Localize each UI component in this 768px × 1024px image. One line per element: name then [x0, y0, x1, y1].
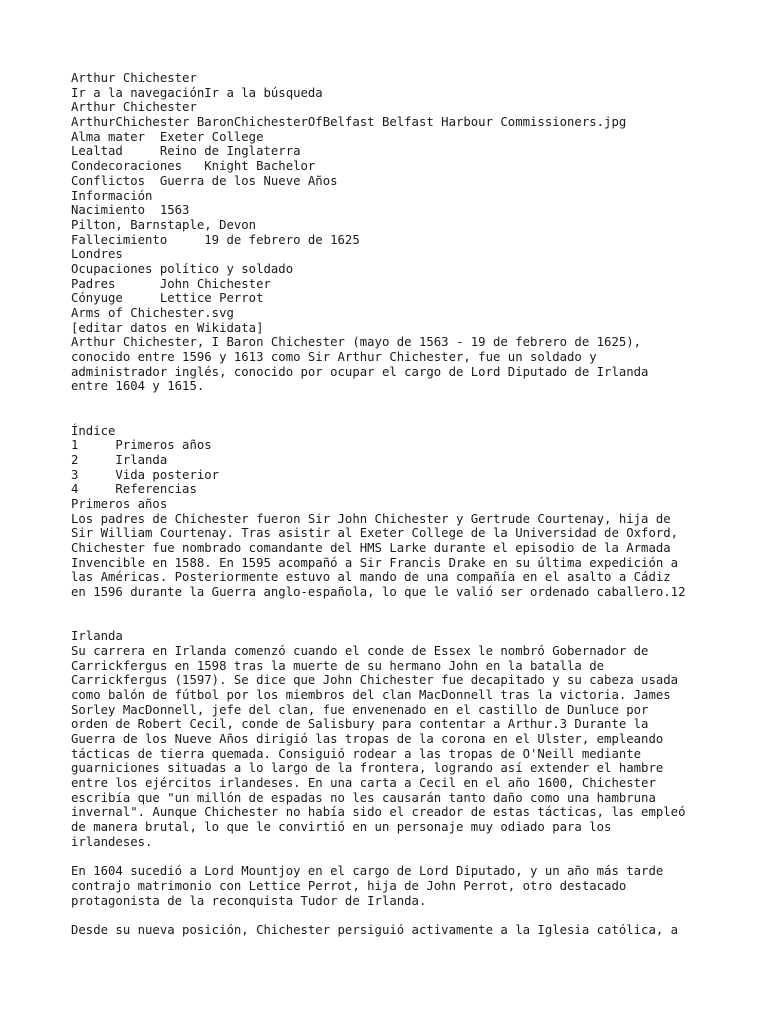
- text-line: invernal". Aunque Chichester no había sido el creador de estas tácticas, las empleó: [71, 805, 686, 820]
- text-line: Arms of Chichester.svg: [71, 306, 234, 320]
- text-line: Ocupaciones político y soldado: [71, 261, 294, 276]
- text-line: Nacimiento 1563: [71, 203, 190, 218]
- text-line: Sorley MacDonnell, jefe del clan, fue envenenado en el castillo de Dunluce por: [71, 702, 649, 717]
- blank-line: [71, 394, 711, 409]
- blank-line: [71, 409, 711, 424]
- blank-line: [71, 849, 711, 864]
- text-line: Invencible en 1588. En 1595 acompañó a Sir Francis Drake en su última expedición a: [71, 555, 679, 570]
- text-line: Padres John Chichester: [71, 276, 271, 291]
- text-line: Alma mater Exeter College: [71, 129, 264, 144]
- text-line: contrajo matrimonio con Lettice Perrot, hija de John Perrot, otro destacado: [71, 878, 627, 893]
- text-line: Carrickfergus (1597). Se dice que John Chichester fue decapitado y su cabeza usada: [71, 673, 679, 688]
- text-line: Su carrera en Irlanda comenzó cuando el conde de Essex le nombró Gobernador de: [71, 643, 649, 658]
- text-line: Lealtad Reino de Inglaterra: [71, 144, 301, 159]
- blank-line: [71, 614, 711, 629]
- text-line: Desde su nueva posición, Chichester persiguió activamente a la Iglesia católica, a: [71, 922, 679, 937]
- text-line: conocido entre 1596 y 1613 como Sir Arthur Chichester, fue un soldado y: [71, 350, 597, 365]
- text-line: Ir a la navegaciónIr a la búsqueda: [71, 85, 323, 100]
- text-line: protagonista de la reconquista Tudor de Irlanda.: [71, 893, 427, 908]
- text-line: guarniciones situadas a lo largo de la frontera, logrando así extender el hambre: [71, 761, 664, 776]
- text-line: escribía que "un millón de espadas no les causarán tanto daño como una hambruna: [71, 790, 656, 805]
- text-line: 3 Vida posterior: [71, 467, 220, 482]
- text-line: 1 Primeros años: [71, 438, 212, 453]
- text-line: Chichester fue nombrado comandante del HMS Larke durante el episodio de la Armada: [71, 541, 671, 555]
- text-line: Índice: [71, 423, 116, 438]
- text-line: Pilton, Barnstaple, Devon: [71, 217, 257, 232]
- text-line: Conflictos Guerra de los Nueve Años: [71, 173, 338, 188]
- text-line: las Américas. Posteriormente estuvo al mando de una compañía en el asalto a Cádiz: [71, 570, 671, 585]
- document-body: [71, 71, 711, 938]
- text-line: ArthurChichester BaronChichesterOfBelfast Belfast Harbour Commissioners.jpg: [71, 115, 627, 130]
- text-line: En 1604 sucedió a Lord Mountjoy en el cargo de Lord Diputado, y un año más tarde: [71, 864, 664, 879]
- text-line: Arthur Chichester: [71, 71, 197, 85]
- text-line: administrador inglés, conocido por ocupar el cargo de Lord Diputado de Irlanda: [71, 364, 649, 379]
- text-line: Información: [71, 188, 153, 203]
- text-line: entre los ejércitos irlandeses. En una carta a Cecil en el año 1600, Chichester: [71, 776, 656, 790]
- text-line: entre 1604 y 1615.: [71, 379, 205, 394]
- text-line: en 1596 durante la Guerra anglo-española, lo que le valió ser ordenado caballero.12: [71, 585, 686, 600]
- text-line: Los padres de Chichester fueron Sir John Chichester y Gertrude Courtenay, hija de: [71, 511, 671, 526]
- text-line: 4 Referencias: [71, 482, 197, 497]
- text-line: Londres: [71, 247, 123, 262]
- text-line: como balón de fútbol por los miembros del clan MacDonnell tras la victoria. James: [71, 687, 671, 702]
- text-line: tácticas de tierra quemada. Consiguió rodear a las tropas de O'Neill mediante: [71, 746, 642, 761]
- text-line: Condecoraciones Knight Bachelor: [71, 159, 316, 174]
- text-line: Arthur Chichester, I Baron Chichester (mayo de 1563 - 19 de febrero de 1625),: [71, 335, 642, 350]
- text-line: [editar datos en Wikidata]: [71, 320, 264, 335]
- text-line: Fallecimiento 19 de febrero de 1625: [71, 232, 360, 247]
- text-line: Sir William Courtenay. Tras asistir al Exeter College de la Universidad de Oxford,: [71, 526, 679, 541]
- text-line: Irlanda: [71, 629, 123, 644]
- text-line: Carrickfergus en 1598 tras la muerte de su hermano John en la batalla de: [71, 658, 605, 673]
- text-line: 2 Irlanda: [71, 452, 168, 467]
- blank-line: [71, 908, 711, 923]
- text-line: orden de Robert Cecil, conde de Salisbury para contentar a Arthur.3 Durante la: [71, 717, 649, 732]
- text-line: Cónyuge Lettice Perrot: [71, 291, 264, 306]
- text-line: Primeros años: [71, 496, 168, 511]
- text-line: irlandeses.: [71, 834, 153, 849]
- text-line: de manera brutal, lo que le convirtió en un personaje muy odiado para los: [71, 820, 612, 835]
- text-line: Arthur Chichester: [71, 100, 197, 115]
- text-line: Guerra de los Nueve Años dirigió las tropas de la corona en el Ulster, empleando: [71, 731, 664, 746]
- blank-line: [71, 600, 711, 615]
